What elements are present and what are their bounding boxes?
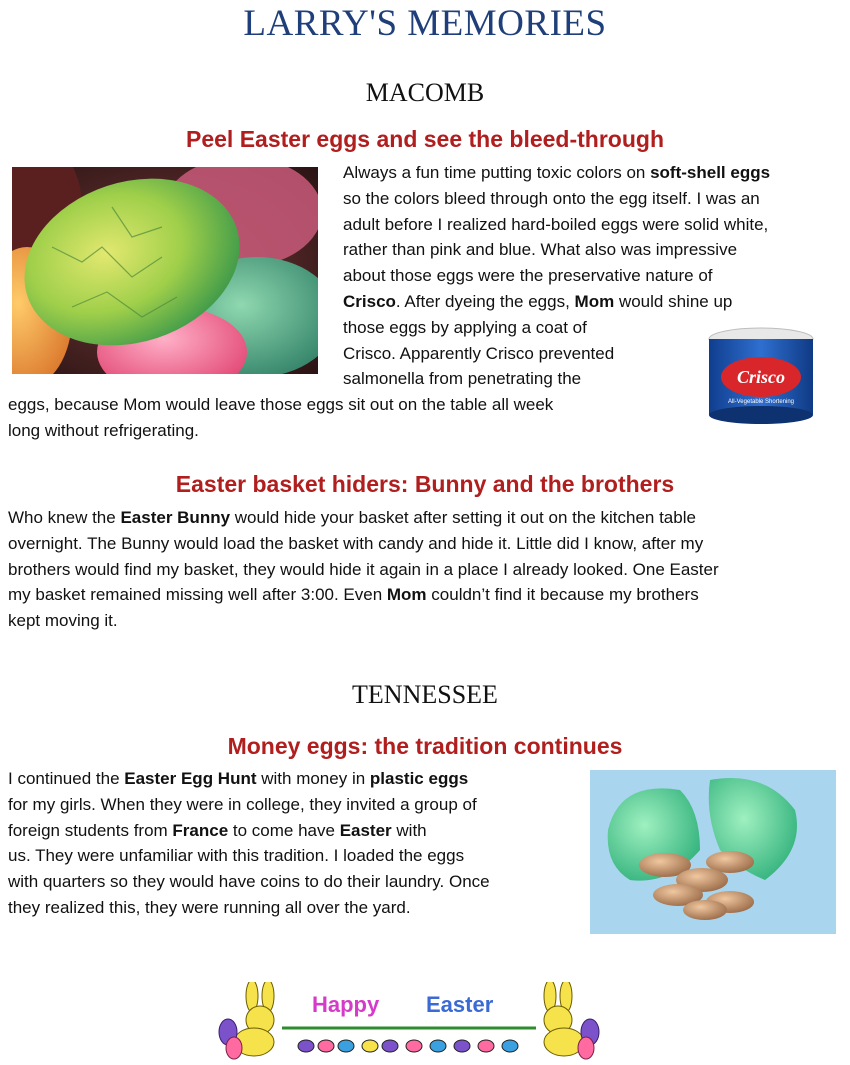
crisco-subtext: All-Vegetable Shortening <box>727 399 795 405</box>
bunny-left-icon <box>219 982 274 1059</box>
text-run: so the colors bleed through onto the egg itself. I was an <box>343 188 760 208</box>
easter-basket-paragraph-line <box>8 608 118 634</box>
story-heading-easter-eggs: Peel Easter eggs and see the bleed-through <box>185 126 664 152</box>
money-eggs-paragraph-line <box>8 792 477 818</box>
easter-eggs-paragraph-line <box>343 315 587 341</box>
text-run: they realized this, they were running all over the yard. <box>8 898 411 917</box>
text-run: foreign students from <box>8 820 173 840</box>
money-eggs-paragraph-line <box>8 843 464 869</box>
text-run: with <box>391 820 427 840</box>
easter-basket-paragraph-line <box>8 557 719 583</box>
bold-term: Easter Egg Hunt <box>124 769 257 788</box>
money-eggs-paragraph-line <box>8 766 468 792</box>
money-eggs-paragraph-line <box>8 818 427 844</box>
section-title-tennessee: TENNESSEE <box>352 680 498 709</box>
easter-eggs-paragraph-line <box>343 186 760 212</box>
footer-happy: Happy <box>312 992 380 1017</box>
text-run: long without refrigerating. <box>8 421 199 440</box>
easter-eggs-paragraph-line <box>343 160 770 186</box>
bold-term: Easter <box>339 820 392 840</box>
text-run: with money in <box>256 769 370 788</box>
text-run: couldn’t find it because my brothers <box>426 585 699 605</box>
text-run: would shine up <box>614 292 733 311</box>
egg-row-icon <box>298 1040 518 1052</box>
money-eggs-paragraph-line <box>8 895 411 921</box>
crisco-can-image <box>702 325 820 427</box>
text-run: us. They were unfamiliar with this tradition. I loaded the eggs <box>8 846 465 866</box>
footer-easter: Easter <box>426 992 494 1017</box>
easter-eggs-paragraph-line <box>8 392 553 418</box>
text-run: . After dyeing the eggs, <box>395 292 575 311</box>
bold-term: Easter Bunny <box>120 508 231 527</box>
bold-term: Mom <box>386 585 427 605</box>
bold-term: soft-shell eggs <box>650 163 771 182</box>
text-run: my basket remained missing well after 3:00. Even <box>8 585 387 605</box>
bold-term: Crisco <box>343 292 396 311</box>
bold-term: Mom <box>574 292 615 311</box>
easter-basket-paragraph-line <box>8 505 696 531</box>
easter-eggs-paragraph-line <box>343 263 713 289</box>
story-heading-money-eggs: Money eggs: the tradition continues <box>227 733 623 759</box>
text-run: would hide your basket after setting it out on the kitchen table <box>230 508 696 527</box>
section-title-macomb: MACOMB <box>365 78 485 107</box>
easter-eggs-paragraph-line <box>343 289 732 315</box>
text-run: about those eggs were the preservative nature of <box>343 266 713 286</box>
text-run: Who knew the <box>8 508 121 527</box>
bunny-right-icon <box>544 982 599 1059</box>
easter-eggs-paragraph-line <box>343 341 614 367</box>
text-run: for my girls. When they were in college, they invited a group of <box>8 794 477 814</box>
text-run: salmonella from penetrating the <box>343 369 582 389</box>
text-run: eggs, because Mom would leave those eggs sit out on the table all week <box>8 395 554 415</box>
bold-term: plastic eggs <box>369 769 469 788</box>
text-run: to come have <box>228 820 340 840</box>
story-heading-easter-basket: Easter basket hiders: Bunny and the brothers <box>175 471 675 497</box>
text-run: with quarters so they would have coins to do their laundry. Once <box>8 872 490 892</box>
money-egg-photo <box>590 770 836 934</box>
easter-eggs-paragraph-line <box>8 418 199 444</box>
text-run: kept moving it. <box>8 611 118 631</box>
bold-term: France <box>172 820 229 840</box>
dyed-eggs-photo <box>12 167 318 374</box>
text-run: overnight. The Bunny would load the basket with candy and hide it. Little did I know, after my <box>8 533 704 553</box>
text-run: rather than pink and blue. What also was impressive <box>343 240 738 260</box>
easter-eggs-paragraph-line <box>343 366 581 392</box>
easter-basket-paragraph-line <box>8 531 703 557</box>
crisco-logo: Crisco <box>736 367 786 387</box>
easter-eggs-paragraph-line <box>343 237 737 263</box>
page-title: LARRY'S MEMORIES <box>243 3 607 44</box>
money-eggs-paragraph-line <box>8 869 490 895</box>
easter-eggs-paragraph-line <box>343 212 768 238</box>
happy-easter-banner <box>214 982 604 1060</box>
easter-basket-paragraph-line <box>8 582 699 608</box>
text-run: brothers would find my basket, they would hide it again in a place I already looked. One Easter <box>8 559 719 579</box>
text-run: Always a fun time putting toxic colors on <box>343 163 651 182</box>
text-run: adult before I realized hard-boiled eggs were solid white, <box>343 214 769 234</box>
text-run: I continued the <box>8 769 125 788</box>
text-run: Crisco. Apparently Crisco prevented <box>343 343 615 363</box>
text-run: those eggs by applying a coat of <box>343 317 587 337</box>
